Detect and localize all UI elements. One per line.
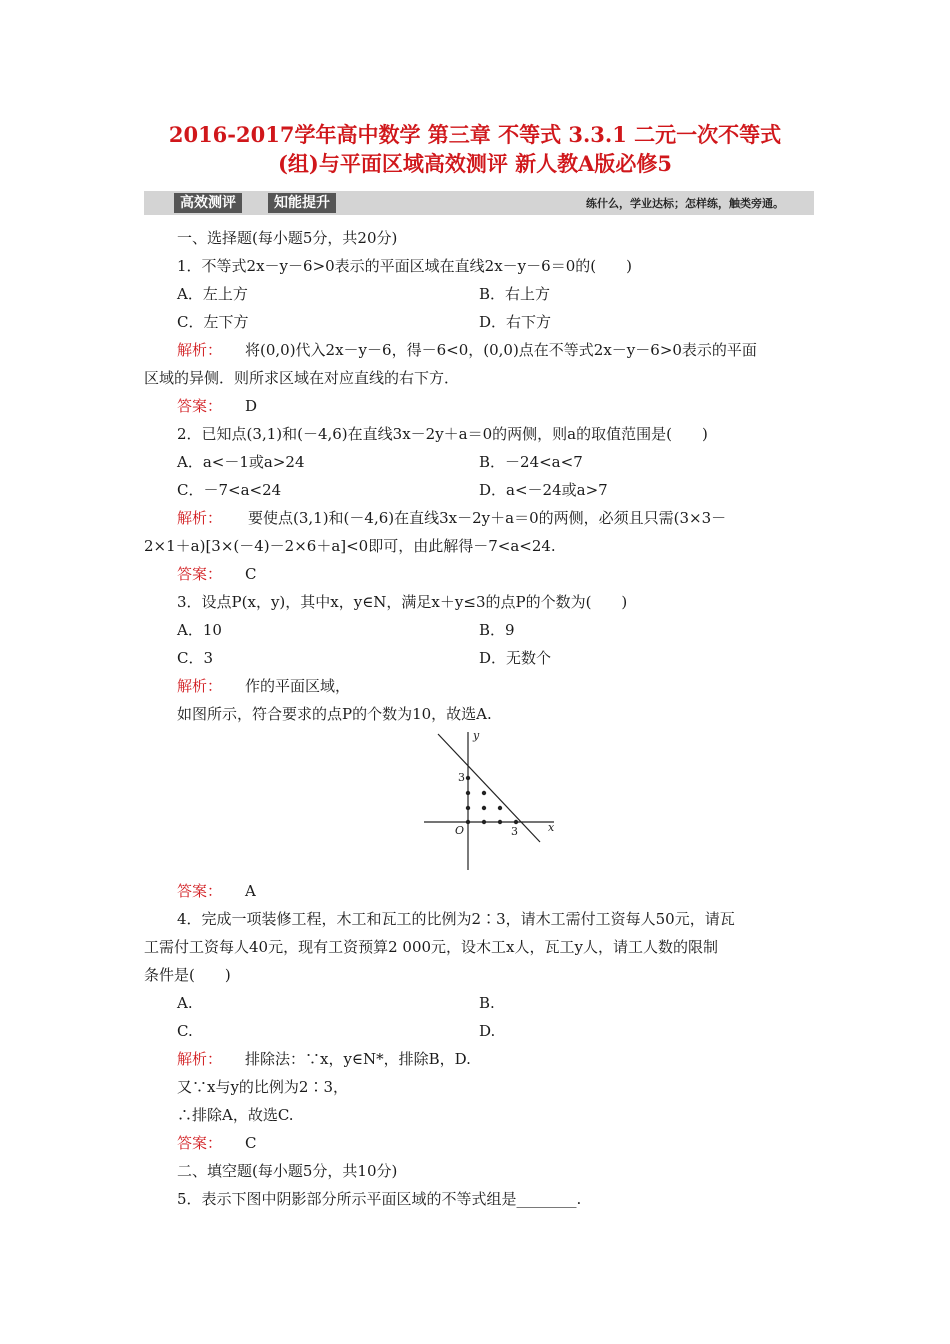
banner-tab-tisheng: 知能提升: [268, 193, 336, 213]
q3-option-c: C．3: [177, 649, 214, 667]
q4-answer: C: [245, 1134, 257, 1152]
q2-option-c: C．－7<a<24: [177, 481, 282, 499]
document-title: [140, 120, 810, 178]
q1-analysis-line-2: 区域的异侧．则所求区域在对应直线的右下方．: [144, 369, 460, 387]
q3-option-a: A．10: [177, 621, 222, 639]
title-line-2: (组)与平面区域高效测评 新人教A版必修5: [277, 151, 673, 176]
q4-stem-line-2: 工需付工资每人40元，现有工资预算2 000元，设木工x人，瓦工y人，请工人数的限制: [144, 938, 718, 956]
q4-analysis-label: 解析：: [177, 1050, 223, 1068]
q1-option-c: C．左下方: [177, 313, 249, 331]
lattice-point: [498, 820, 502, 824]
q2-option-d: D．a<－24或a>7: [479, 481, 608, 499]
q2-answer: C: [245, 565, 257, 583]
lattice-point: [466, 776, 470, 780]
origin-label: O: [455, 824, 465, 837]
lattice-point: [498, 806, 502, 810]
q1-option-b: B．右上方: [479, 285, 551, 303]
x-tick-label: 3: [511, 825, 518, 838]
section-banner: [144, 191, 814, 215]
lattice-point: [466, 820, 470, 824]
q3-analysis-line-2: 如图所示，符合要求的点P的个数为10，故选A.: [177, 705, 492, 723]
q2-answer-label: 答案：: [177, 565, 223, 583]
section-heading-choice: 一、选择题(每小题5分，共20分): [177, 229, 398, 247]
q1-analysis-label: 解析：: [177, 341, 223, 359]
q3-stem: 3．设点P(x，y)，其中x，y∈N，满足x＋y≤3的点P的个数为( ): [177, 593, 628, 611]
q3-option-b: B．9: [479, 621, 515, 639]
q1-stem: 1．不等式2x－y－6>0表示的平面区域在直线2x－y－6＝0的( ): [177, 257, 632, 275]
lattice-point: [482, 791, 486, 795]
q4-option-d: D.: [479, 1022, 496, 1040]
title-line-1: 2016-2017学年高中数学 第三章 不等式 3.3.1 二元一次不等式: [168, 122, 782, 147]
q4-option-c: C.: [177, 1022, 193, 1040]
y-tick-label: 3: [458, 771, 465, 784]
lattice-point: [466, 791, 470, 795]
q2-option-b: B．－24<a<7: [479, 453, 583, 471]
banner-slogan: 练什么，学业达标；怎样练，触类旁通。: [586, 197, 784, 210]
lattice-point: [514, 820, 518, 824]
q3-analysis-label: 解析：: [177, 677, 223, 695]
lattice-point: [466, 806, 470, 810]
q2-option-a: A．a<－1或a>24: [177, 453, 305, 471]
q1-analysis-line-1: 将(0,0)代入2x－y－6，得－6<0，(0,0)点在不等式2x－y－6>0表示的平面: [245, 341, 757, 359]
q1-answer-label: 答案：: [177, 397, 223, 415]
q2-analysis-line-2: 2×1＋a)[3×(－4)－2×6＋a]<0即可，由此解得－7<a<24.: [144, 537, 556, 555]
q3-answer: A: [245, 882, 256, 900]
q2-analysis-line-1: 要使点(3,1)和(－4,6)在直线3x－2y＋a＝0的两侧，必须且只需(3×3－: [248, 509, 727, 527]
q3-coordinate-graph: [424, 728, 560, 872]
q4-analysis-line-1: 排除法：∵x，y∈N*，排除B，D.: [245, 1050, 471, 1068]
q5-stem: 5．表示下图中阴影部分所示平面区域的不等式组是________.: [177, 1190, 582, 1208]
q1-answer: D: [245, 397, 258, 415]
q4-option-b: B.: [479, 994, 495, 1012]
q4-analysis-line-3: ∴排除A，故选C.: [177, 1106, 294, 1124]
q4-answer-label: 答案：: [177, 1134, 223, 1152]
q4-stem-line-1: 4．完成一项装修工程，木工和瓦工的比例为2∶3，请木工需付工资每人50元，请瓦: [177, 910, 735, 928]
x-axis-label: x: [548, 821, 555, 834]
q1-option-a: A．左上方: [177, 285, 248, 303]
banner-tab-ceping: 高效测评: [174, 193, 242, 213]
q3-option-d: D．无数个: [479, 649, 552, 667]
section-heading-fill: 二、填空题(每小题5分，共10分): [177, 1162, 398, 1180]
q2-stem: 2．已知点(3,1)和(－4,6)在直线3x－2y＋a＝0的两侧，则a的取值范围是( ): [177, 425, 708, 443]
lattice-point: [482, 806, 486, 810]
q1-option-d: D．右下方: [479, 313, 552, 331]
q3-answer-label: 答案：: [177, 882, 223, 900]
q4-option-a: A.: [177, 994, 193, 1012]
q2-analysis-label: 解析：: [177, 509, 223, 527]
boundary-line: [438, 734, 540, 842]
q4-stem-line-3: 条件是( ): [144, 966, 231, 984]
q3-analysis-line-1: 作的平面区域，: [245, 677, 351, 695]
q4-analysis-line-2: 又∵x与y的比例为2∶3，: [177, 1078, 349, 1096]
y-axis-label: y: [473, 729, 480, 742]
lattice-point: [482, 820, 486, 824]
